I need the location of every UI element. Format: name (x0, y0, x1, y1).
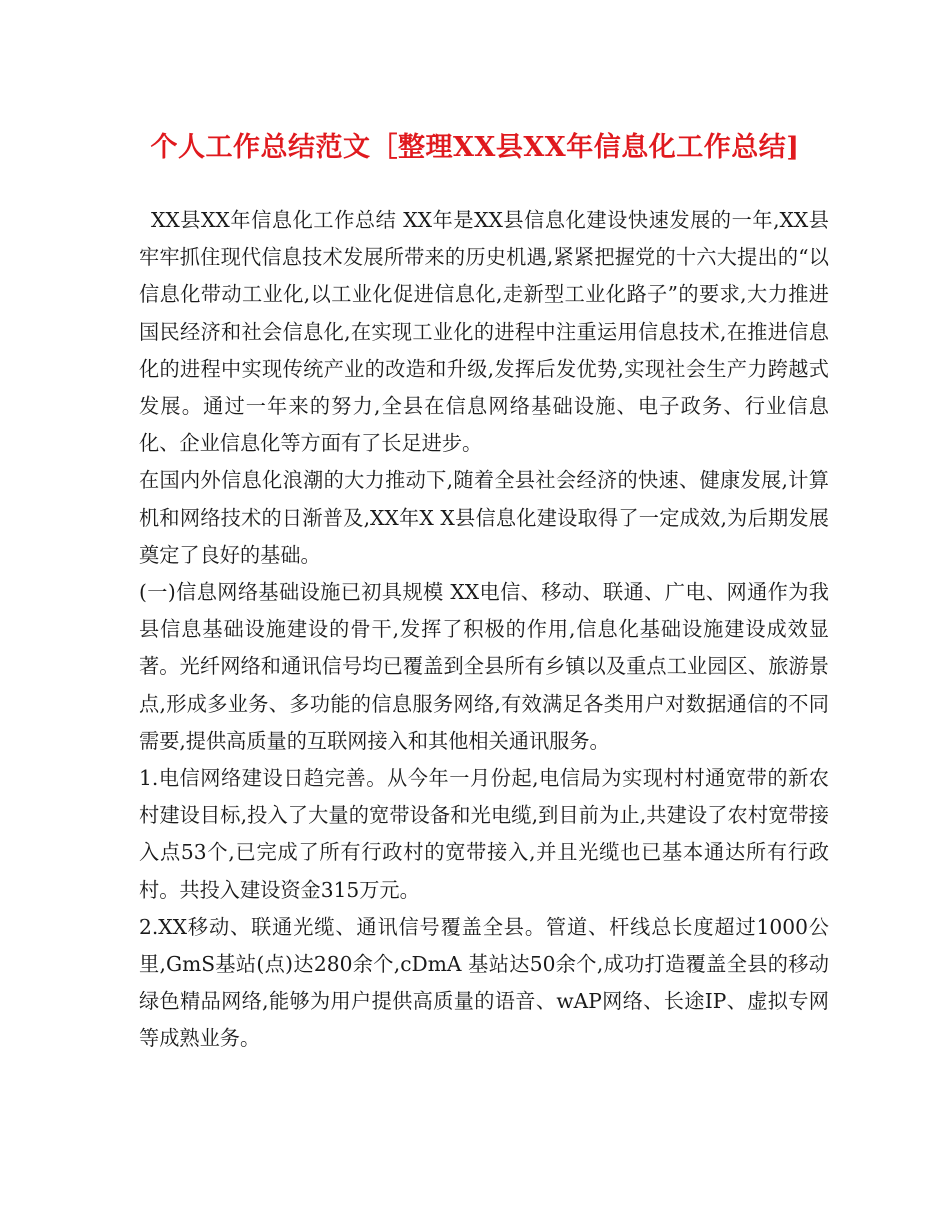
paragraph-item-2: 2.XX移动、联通光缆、通讯信号覆盖全县。管道、杆线总长度超过1000公里,GmS基站(点)达280余个,cDmA 基站达50余个,成功打造覆盖全县的移动绿色精品网络,能够为用户提供高质量的语音、wAP网络、长途IP、虚拟专网等成熟业务。 (139, 914, 829, 1051)
paragraph-overview: 在国内外信息化浪潮的大力推动下,随着全县社会经济的快速、健康发展,计算机和网络技术的日渐普及,XX年X X县信息化建设取得了一定成效,为后期发展奠定了良好的基础。 (139, 468, 829, 567)
paragraph-item-1: 1.电信网络建设日趋完善。从今年一月份起,电信局为实现村村通宽带的新农村建设目标,投入了大量的宽带设备和光电缆,到目前为止,共建设了农村宽带接入点53个,已完成了所有行政村的宽带接入,并且光缆也已基本通达所有行政村。共投入建设资金315万元。 (139, 766, 829, 902)
paragraph-section-1: (一)信息网络基础设施已初具规模 XX电信、移动、联通、广电、网通作为我县信息基础设施建设的骨干,发挥了积极的作用,信息化基础设施建设成效显著。光纤网络和通讯信号均已覆盖到全县所有乡镇以及重点工业园区、旅游景点,形成多业务、多功能的信息服务网络,有效满足各类用户对数据通信的不同需要,提供高质量的互联网接入和其他相关通讯服务。 (139, 580, 829, 753)
document-title: 个人工作总结范文［整理XX县XX年信息化工作总结] (150, 132, 800, 163)
document-body (139, 202, 829, 1058)
paragraph-intro: XX县XX年信息化工作总结 XX年是XX县信息化建设快速发展的一年,XX县牢牢抓住现代信息技术发展所带来的历史机遇,紧紧把握党的十六大提出的“以信息化带动工业化,以工业化促进信息化,走新型工业化路子”的要求,大力推进国民经济和社会信息化,在实现工业化的进程中注重运用信息技术,在推进信息化的进程中实现传统产业的改造和升级,发挥后发优势,实现社会生产力跨越式发展。通过一年来的努力,全县在信息网络基础设施、电子政务、行业信息化、企业信息化等方面有了长足进步。 (139, 208, 829, 456)
